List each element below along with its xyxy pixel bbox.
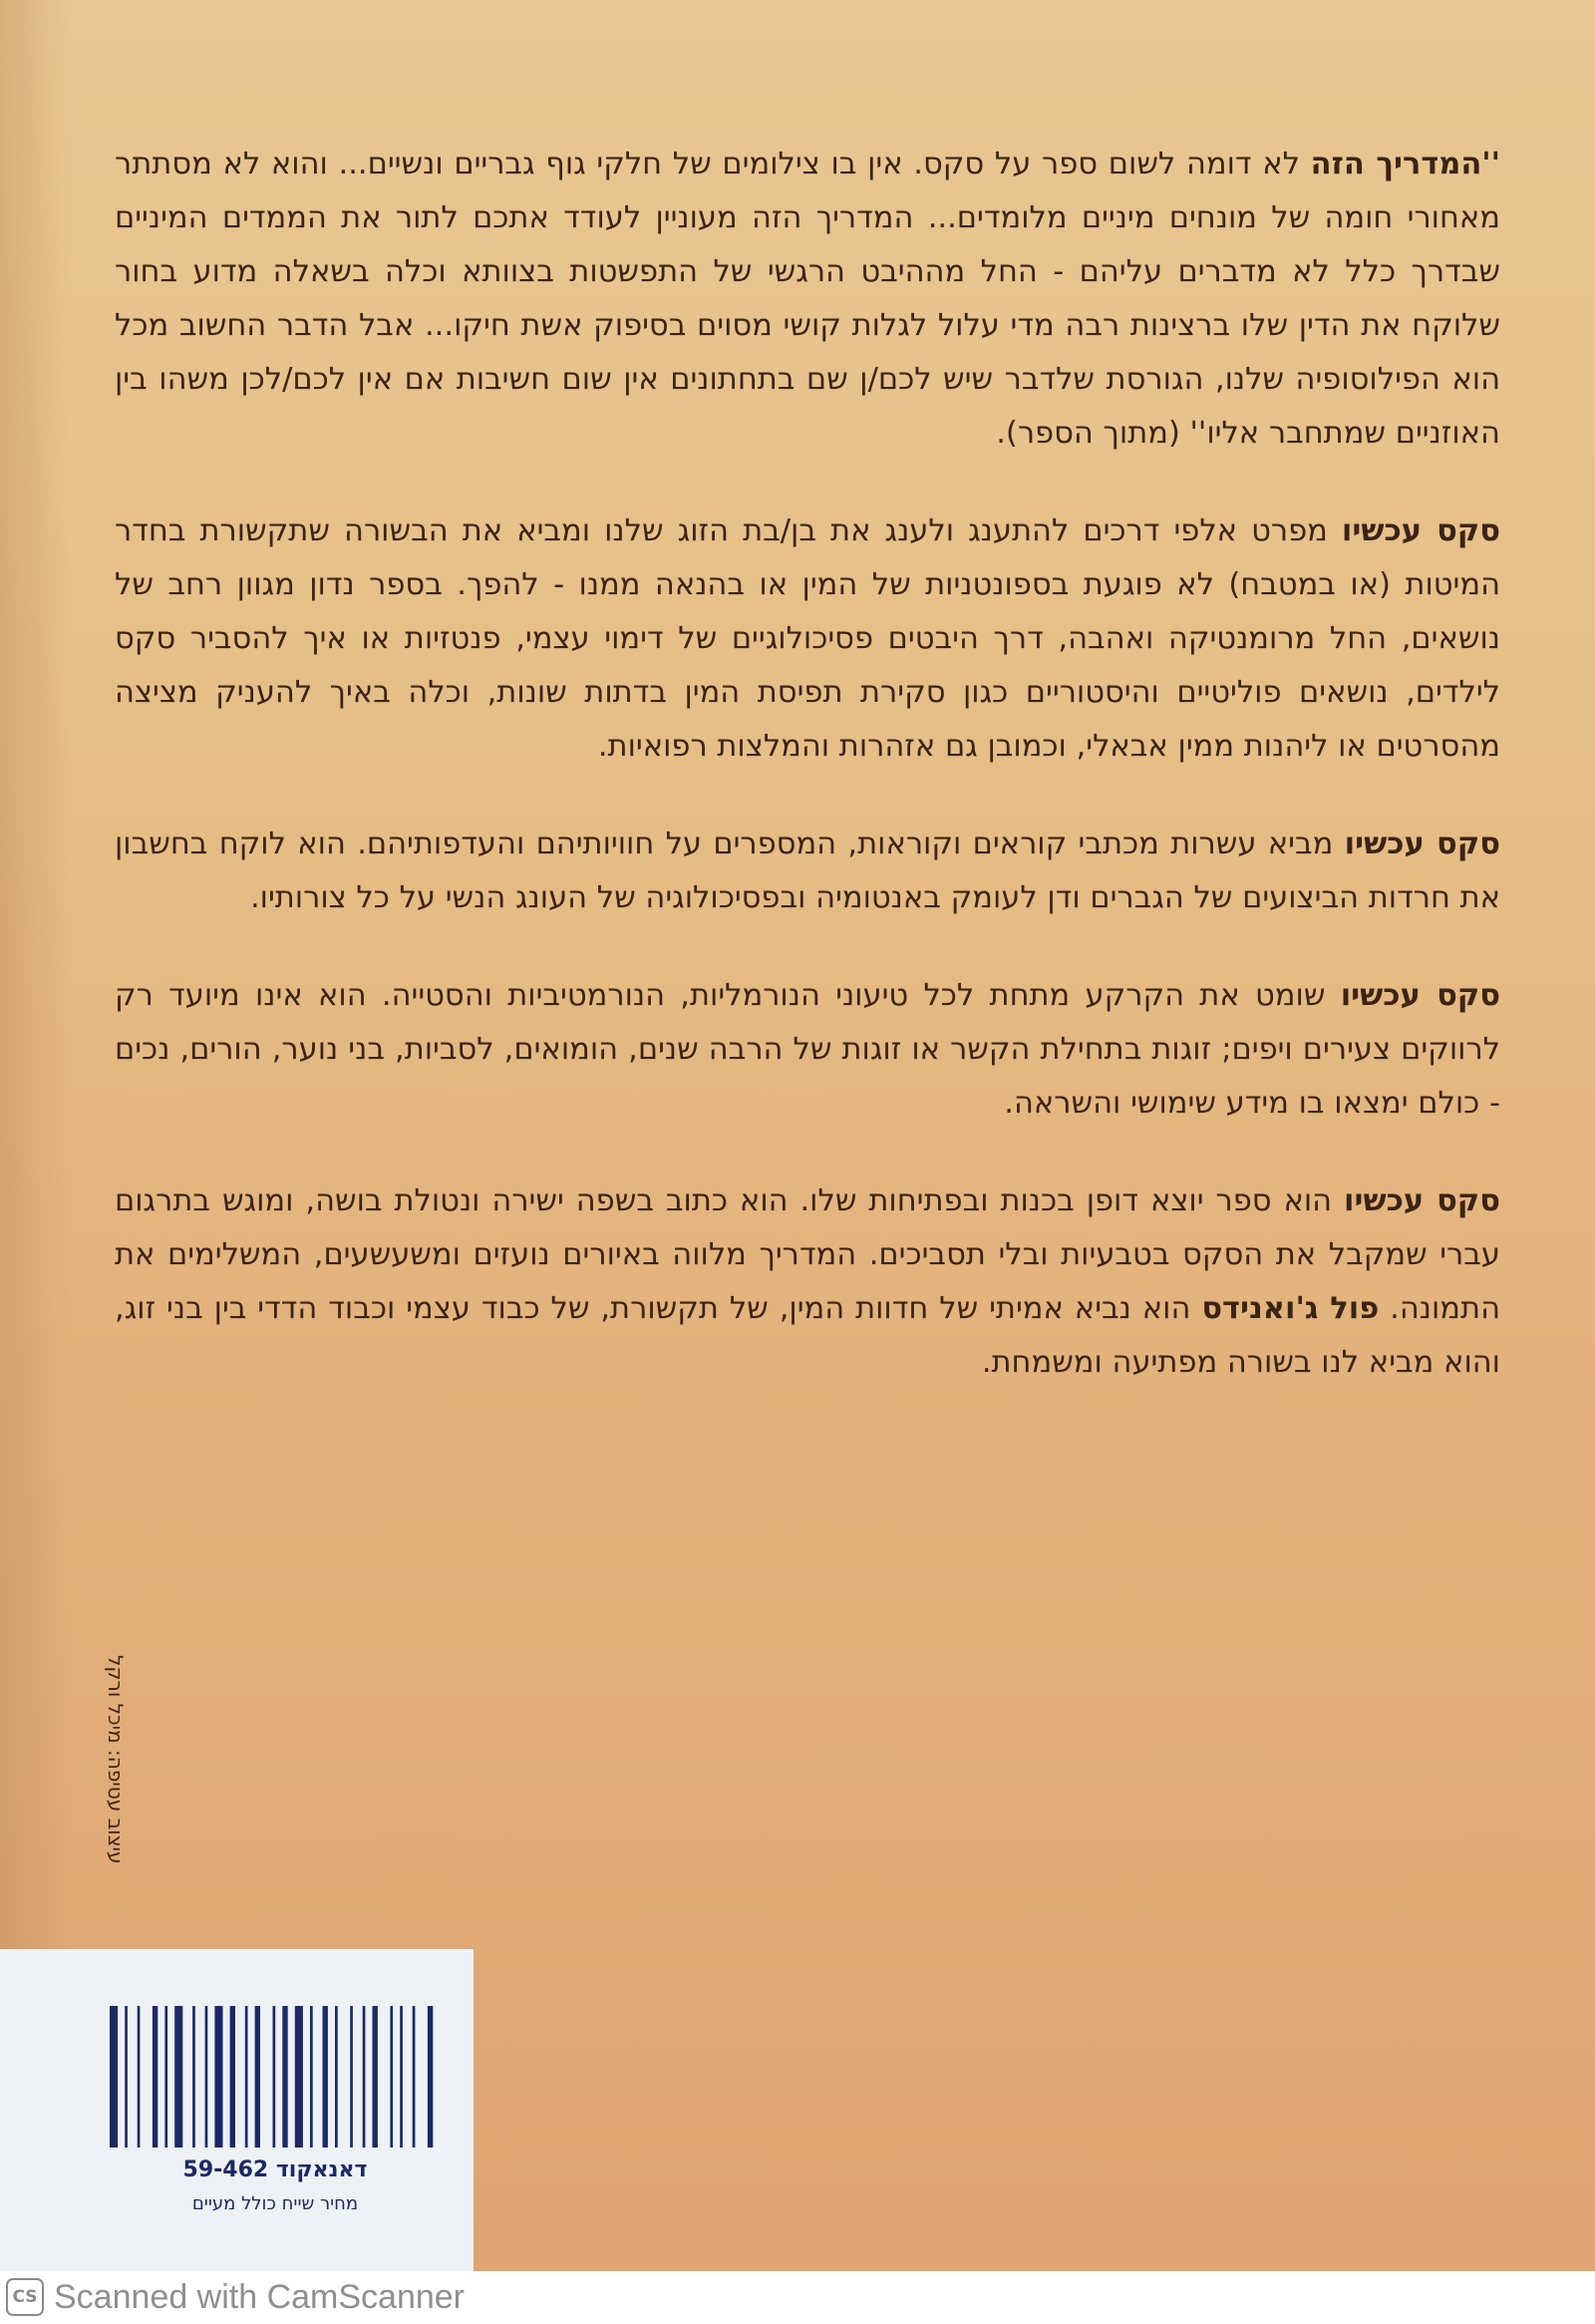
camscanner-icon: CS bbox=[6, 2278, 44, 2316]
paragraph-body: שומט את הקרקע מתחת לכל טיעוני הנורמליות, הנורמטיביות והסטייה. הוא אינו מיועד רק לרווקים צעירים ויפים; זוגות בתחילת הקשר או זוגות של הרבה שנים, הומואים, לסביות, בני נוער, הורים, נכים - כולם ימצאו בו מידע שימושי והשראה. bbox=[115, 978, 1500, 1121]
barcode-icon bbox=[110, 2006, 441, 2148]
paragraph-body: לא דומה לשום ספר על סקס. אין בו צילומים של חלקי גוף גבריים ונשיים... והוא לא מסתתר מאחורי חומה של מונחים מיניים מלומדים... המדריך הזה מעוניין לעודד אתכם לתור את הממדים המיניים שבדרך כלל לא מדברים עליהם - החל מההיבט הרגשי של התפשטות בצוותא וכלה בשאלה מדוע בחור שלוקח את הדין שלו ברצינות רבה מדי עלול לגלות קושי מסוים בסיפוק אשת חיקו... אבל הדבר החשוב מכל הוא הפילוסופיה שלנו, הגורסת שלדבר שיש לכם/ן שם בתחתונים אין שום חשיבות אם אין לכם/לכן משהו בין האוזניים שמתחבר אליו'' (מתוך הספר). bbox=[115, 147, 1500, 451]
paragraph-lead: סקס עכשיו bbox=[1344, 827, 1500, 861]
paragraph-body: הוא ספר יוצא דופן בכנות ובפתיחות שלו. הוא כתוב בשפה ישירה ונטולת בושה, ומוגש בתרגום עברי שמקבל את הסקס בטבעיות ובלי תסביכים. המדריך מלווה באיורים נועזים ומשעשעים, המשלימים את התמונה. bbox=[115, 1183, 1500, 1326]
camscanner-watermark bbox=[6, 2275, 465, 2319]
camscanner-text: Scanned with CamScanner bbox=[54, 2277, 466, 2316]
price-label: מחיר שייח כולל מעיים bbox=[191, 2193, 359, 2214]
paragraph-lead: סקס עכשיו bbox=[1344, 1183, 1500, 1218]
spine-shadow bbox=[0, 0, 70, 2271]
blurb-paragraph-2 bbox=[115, 504, 1500, 774]
paragraph-body: מפרט אלפי דרכים להתענג ולענג את בן/בת הזוג שלנו ומביא את הבשורה שתקשורת בחדר המיטות (או במטבח) לא פוגעת בספונטניות של המין או בהנאה ממנו - להפך. בספר נדון מגוון רחב של נושאים, החל מרומנטיקה ואהבה, דרך היבטים פסיכולוגיים של דימוי עצמי, פנטזיות או איך להסביר סקס לילדים, נושאים פוליטיים והיסטוריים כגון סקירת תפיסת המין בדתות שונות, וכלה באיך להעניק מציצה מהסרטים או ליהנות ממין אבאלי, וכמובן גם אזהרות והמלצות רפואיות. bbox=[115, 513, 1500, 764]
paragraph-lead: סקס עכשיו bbox=[1341, 513, 1500, 548]
paragraph-lead: ''המדריך הזה bbox=[1310, 147, 1500, 181]
paragraph-lead: סקס עכשיו bbox=[1340, 978, 1500, 1013]
blurb-text bbox=[115, 138, 1500, 1434]
danacode-number: דאנאקוד 59-462 bbox=[182, 2158, 368, 2182]
blurb-paragraph-3 bbox=[115, 818, 1500, 925]
cover-design-credit: עיצוב עטיפה: מיכל ורקל bbox=[104, 1655, 128, 1864]
blurb-paragraph-5 bbox=[115, 1174, 1500, 1390]
author-name: פול ג'ואנידס bbox=[1201, 1291, 1380, 1326]
paragraph-body: מביא עשרות מכתבי קוראים וקוראות, המספרים על חוויותיהם והעדפותיהם. הוא לוקח בחשבון את חרדות הביצועים של הגברים ודן לעומק באנטומיה ובפסיכולוגיה של העונג הנשי על כל צורותיו. bbox=[115, 827, 1500, 915]
blurb-paragraph-1 bbox=[115, 138, 1500, 461]
blurb-paragraph-4 bbox=[115, 969, 1500, 1131]
paragraph-tail: הוא נביא אמיתי של חדוות המין, של תקשורת, של כבוד עצמי וכבוד הדדי בין בני זוג, והוא מביא לנו בשורה מפתיעה ומשמחת. bbox=[115, 1291, 1500, 1380]
